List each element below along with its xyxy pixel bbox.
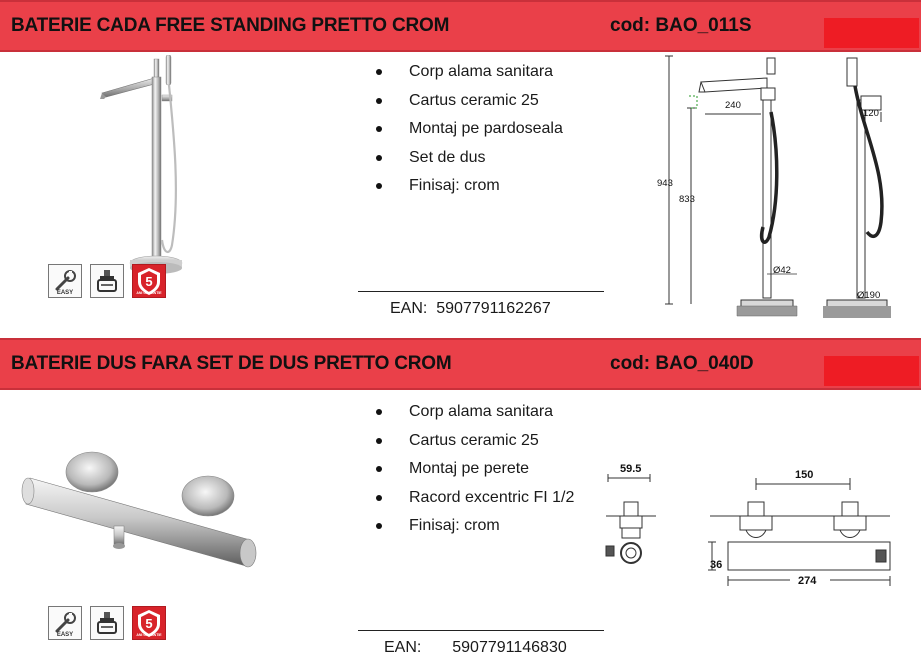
ean-row — [384, 639, 567, 657]
shower-mixer-image — [20, 448, 270, 583]
svg-text:36: 36 — [710, 559, 723, 571]
badge-row — [48, 606, 166, 640]
svg-text:Ø42: Ø42 — [773, 265, 791, 276]
svg-text:5: 5 — [145, 616, 153, 631]
svg-text:274: 274 — [798, 575, 817, 587]
feature-list — [373, 62, 563, 205]
svg-text:5: 5 — [145, 274, 153, 289]
ean-value: 5907791146830 — [452, 639, 567, 656]
svg-text:833: 833 — [679, 194, 695, 205]
feature-item: Montaj pe pardoseala — [373, 119, 563, 148]
badge-row — [48, 264, 166, 298]
code-red-block — [824, 18, 919, 48]
warranty-badge — [132, 264, 166, 298]
cartridge-icon — [91, 607, 123, 639]
product-title: BATERIE CADA FREE STANDING PRETTO CROM — [11, 15, 450, 36]
ean-row — [390, 300, 551, 318]
ean-label: EAN: — [384, 639, 422, 656]
easy-install-badge: EASY — [48, 606, 82, 640]
technical-drawing — [600, 458, 918, 588]
cartridge-badge — [90, 606, 124, 640]
svg-text:150: 150 — [795, 469, 814, 481]
code-red-block — [824, 356, 919, 386]
shield-icon — [133, 265, 165, 297]
feature-item: Finisaj: crom — [373, 176, 563, 205]
product-code: cod: BAO_040D — [610, 353, 754, 374]
svg-text:120: 120 — [863, 108, 879, 119]
ean-divider — [358, 630, 604, 631]
svg-text:240: 240 — [725, 100, 741, 111]
feature-item: Corp alama sanitara — [373, 402, 574, 431]
cartridge-icon — [91, 265, 123, 297]
feature-item: Corp alama sanitara — [373, 62, 563, 91]
feature-item: Set de dus — [373, 148, 563, 177]
feature-list — [373, 402, 574, 545]
freestanding-faucet-image — [90, 55, 200, 280]
technical-drawing — [655, 52, 920, 324]
feature-item: Finisaj: crom — [373, 516, 574, 545]
warranty-badge — [132, 606, 166, 640]
shield-icon — [133, 607, 165, 639]
product-code: cod: BAO_011S — [610, 15, 752, 36]
svg-text:59.5: 59.5 — [620, 463, 642, 475]
feature-item: Cartus ceramic 25 — [373, 431, 574, 460]
easy-install-badge: EASY — [48, 264, 82, 298]
svg-text:943: 943 — [657, 178, 673, 189]
product-section-2 — [0, 338, 921, 658]
product-header-bar — [0, 338, 921, 390]
svg-text:Ø190: Ø190 — [857, 290, 881, 301]
cartridge-badge — [90, 264, 124, 298]
svg-text:ANI GARANTIE: ANI GARANTIE — [136, 633, 162, 637]
product-header-bar — [0, 0, 921, 52]
ean-divider — [358, 291, 604, 292]
feature-item: Montaj pe perete — [373, 459, 574, 488]
product-title: BATERIE DUS FARA SET DE DUS PRETTO CROM — [11, 353, 452, 374]
feature-item: Racord excentric FI 1/2 — [373, 488, 574, 517]
feature-item: Cartus ceramic 25 — [373, 91, 563, 120]
ean-label: EAN: — [390, 300, 428, 317]
svg-text:ANI GARANTIE: ANI GARANTIE — [136, 291, 162, 295]
ean-value: 5907791162267 — [436, 300, 551, 317]
